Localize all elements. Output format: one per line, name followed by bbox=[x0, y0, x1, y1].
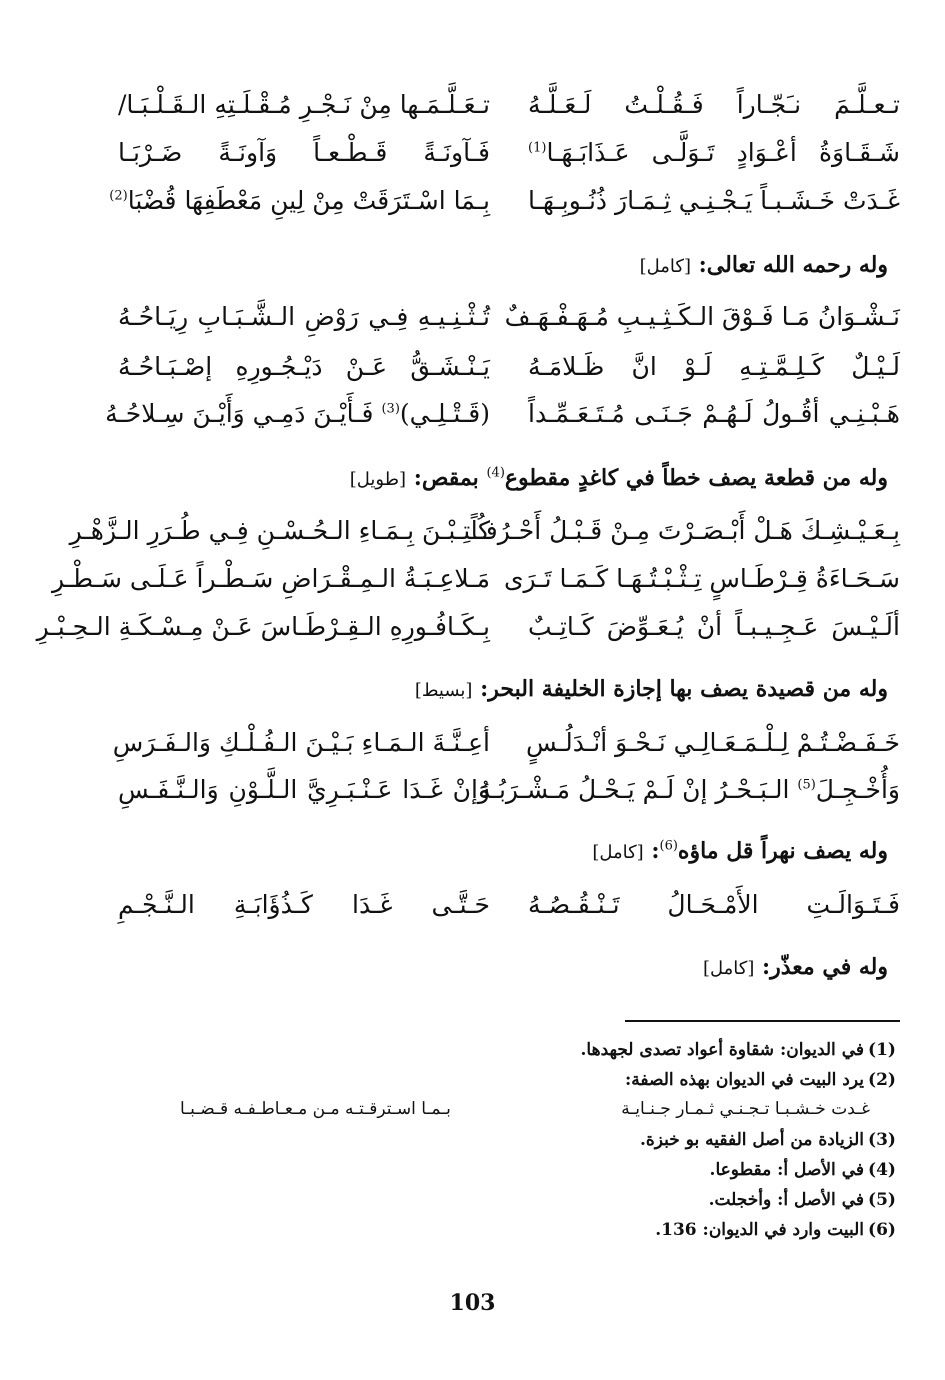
hemistich-first: لَـيْـلٌ كَـلِـمَّـتِـهِ لَـوْ انَّ ظَـلامَـهُ bbox=[528, 351, 900, 381]
bracketed-addition: (قَـتْـلِـي) bbox=[399, 398, 490, 428]
section-heading bbox=[415, 676, 888, 710]
meter-label: [كامل] bbox=[639, 256, 691, 277]
footnote bbox=[85, 1220, 900, 1240]
footnote-marker[interactable]: (4) bbox=[486, 465, 505, 481]
footnote-separator bbox=[625, 1020, 900, 1022]
footnote bbox=[85, 1190, 900, 1210]
footnote-number: (1) bbox=[868, 1040, 896, 1060]
footnote-text: يرد البيت في الديوان بهذه الصفة: bbox=[624, 1070, 864, 1090]
footnote-number: (4) bbox=[868, 1160, 896, 1180]
hemistich-second: تـعَـلَّـمَـها مِنْ نَـجْـرِ مُـقْـلَـتِهِ الـقَـلْـبَـا/ bbox=[118, 89, 490, 119]
hemistich-first bbox=[478, 774, 900, 804]
hemistich-second: أعِـنَّـةَ الـمَـاءِ بَـيْـنَ الـفُـلْـكِ وَالـفَـرَسِ bbox=[112, 727, 490, 757]
hemistich-second: حَـتَّـى غَـدَا كَـذُؤَابَـةِ الـنَّـجْـمِ bbox=[118, 889, 490, 919]
heading-text: بمقص: bbox=[413, 465, 479, 491]
hemistich-first: نَـشْـوَانُ مَـا فَـوْقَ الـكَـثِـيـبِ مُـهَـفْـهَـفٌ bbox=[504, 301, 900, 331]
hemistich-first: ألَـيْـسَ عَـجِـيـبـاً أنْ يُـعَـوِّضَ كَـاتِـبٌ bbox=[528, 611, 900, 641]
footnote-number: (5) bbox=[868, 1190, 896, 1210]
verse-line bbox=[36, 606, 900, 646]
verse-line bbox=[112, 722, 900, 762]
footnote-text: الزيادة من أصل الفقيه بو خبزة. bbox=[639, 1130, 864, 1150]
hemistich-second: وَإنْ غَـدَا عَـنْـبَـرِيَّ الـلَّـوْنِ وَالـنَّـفَـسِ bbox=[118, 774, 490, 804]
hemistich-second: تُـثْـنِـيـهِ فِـي رَوْضِ الـشَّـبَـابِ رِيَـاحُـهُ bbox=[118, 301, 490, 331]
footnote-marker[interactable]: (5) bbox=[797, 777, 816, 793]
footnote-marker[interactable]: (3) bbox=[381, 401, 400, 417]
hemistich-text: الـبَـحْـرُ إنْ لَـمْ يَـحْـلُ مَـشْـرَبُـهُ bbox=[478, 774, 790, 804]
hemistich-first bbox=[528, 138, 900, 167]
footnote-number: (2) bbox=[868, 1070, 896, 1090]
page-number: 103 bbox=[449, 1290, 496, 1316]
hemistich-text: وَأُخْـجِـلَ bbox=[815, 774, 900, 804]
section-heading bbox=[592, 838, 888, 872]
section-heading bbox=[640, 252, 888, 286]
verse-line bbox=[118, 346, 900, 386]
hemistich-second: مَـلاعِـبَـةُ الـمِـقْـرَاضِ سَـطْـراً عَـلَـى سَـطْـرِ bbox=[52, 563, 490, 593]
hemistich-second: يَـنْـشَـقُّ عَـنْ دَيْـجُـورِهِ إصْـبَـاحُـهُ bbox=[118, 351, 490, 381]
meter-label: [بسيط] bbox=[414, 680, 473, 701]
verse-line bbox=[52, 558, 900, 598]
hemistich-second bbox=[109, 185, 490, 215]
verse-line bbox=[105, 393, 900, 433]
hemistich-text: بِـمَا اسْـتَرَقَتْ مِنْ لِينِ مَعْطَفِهَا قُضْبَا bbox=[127, 185, 490, 215]
meter-label: [طويل] bbox=[349, 469, 407, 490]
footnote-number: (3) bbox=[868, 1130, 896, 1150]
hemistich-first: فَـتَـوَالَـتِ الأَمْـحَـالُ تَـنْـقُـصُـهُ bbox=[528, 889, 900, 919]
hemistich-second bbox=[105, 398, 490, 428]
footnote-marker[interactable]: (1) bbox=[528, 140, 547, 156]
footnote-text: في الديوان: شقاوة أعواد تصدى لجهدها. bbox=[580, 1040, 864, 1060]
meter-label: [كامل] bbox=[592, 842, 644, 863]
footnote-marker[interactable]: (6) bbox=[659, 838, 678, 854]
footnote bbox=[85, 1070, 900, 1090]
hemistich-first: غَـدَتْ خَـشَـبـاً يَـجْـنِـي ثِـمَـارَ ذُنُـوبِـهَـا bbox=[527, 185, 900, 215]
footnote-text: في الأصل أ: مقطوعا. bbox=[709, 1160, 864, 1180]
footnote-verse-second: بـمـا اسـترقـتـه مـن مـعـاطـفـه قـضـبـا bbox=[180, 1099, 451, 1119]
heading-text: وله من قطعة يصف خطاً في كاغدٍ مقطوع bbox=[504, 465, 888, 491]
heading-text: وله في معذّر: bbox=[762, 954, 888, 980]
footnote bbox=[85, 1160, 900, 1180]
footnote-verse bbox=[180, 1099, 870, 1127]
hemistich-first: هَـبْـنِـي أقُـولُ لَـهُـمْ جَـنَـى مُـتَـعَـمِّـداً bbox=[528, 398, 900, 428]
footnote-text: في الأصل أ: وأخجلت. bbox=[708, 1190, 864, 1210]
hemistich-first: خَـفَـضْـتُـمْ لِـلْـمَـعَـالِـي نَـحْـوَ أنْـدَلُـسٍ bbox=[525, 727, 900, 757]
hemistich-first: سَـحَـاءَةُ قِـرْطَـاسٍ تِـثْـبْـتُـهَـا كَـمَـا تَـرَى bbox=[503, 563, 900, 593]
verse-line bbox=[118, 884, 900, 924]
verse-line bbox=[118, 132, 900, 172]
verse-line bbox=[118, 769, 900, 809]
verse-line bbox=[118, 84, 900, 124]
hemistich-second: بِـكَـافُـورِهِ الـقِـرْطَـاسَ عَـنْ مِـسْـكَـةِ الـحِـبْـرِ bbox=[36, 611, 490, 641]
footnote-verse-first: غـدت خـشـبـا تـجـنـي ثـمـار جـنـايـة bbox=[621, 1099, 870, 1119]
hemistich-second: فَـآونَـةً قَـطْـعـاً وَآونَـةً ضَـرْبَـا bbox=[118, 137, 490, 167]
footnote-text: البيت وارد في الديوان: 136. bbox=[655, 1220, 864, 1240]
verse-line bbox=[69, 510, 900, 550]
footnote-number: (6) bbox=[868, 1220, 896, 1240]
hemistich-first: بِـعَـيْـشِـكَ هَـلْ أَبْـصَـرْتَ مِـنْ قَـبْـلُ أَحْـرُفـاً bbox=[470, 515, 900, 545]
hemistich-text: شَـقَـاوَةُ أعْـوَادٍ تَـوَلَّـى عَـذَابَـهَـا bbox=[546, 137, 900, 167]
heading-text: : bbox=[651, 838, 660, 864]
heading-text: وله من قصيدة يصف بها إجازة الخليفة البحر: bbox=[480, 676, 888, 702]
hemistich-second: كُـتِـبْـنَ بِـمَـاءِ الـحُـسْـنِ فِـي طُـرَرِ الـزَّهْـرِ bbox=[69, 515, 490, 545]
heading-text: وله رحمه الله تعالى: bbox=[698, 252, 888, 278]
hemistich-text: فَـأَيْـنَ دَمِـي وَأَيْـنَ سِـلاحُـهُ bbox=[105, 398, 374, 428]
heading-text: وله يصف نهراً قل ماؤه bbox=[677, 838, 888, 864]
section-heading bbox=[350, 465, 888, 499]
footnote bbox=[85, 1040, 900, 1060]
footnote bbox=[85, 1130, 900, 1150]
section-heading bbox=[703, 954, 888, 988]
hemistich-first: تـعـلَّـمَ نـَجّـاراً فَـقُـلْـتُ لَـعَـلَّـهُ bbox=[528, 89, 900, 119]
verse-line bbox=[109, 180, 900, 220]
verse-line bbox=[118, 296, 900, 336]
footnote-marker[interactable]: (2) bbox=[109, 188, 128, 204]
meter-label: [كامل] bbox=[702, 958, 755, 979]
